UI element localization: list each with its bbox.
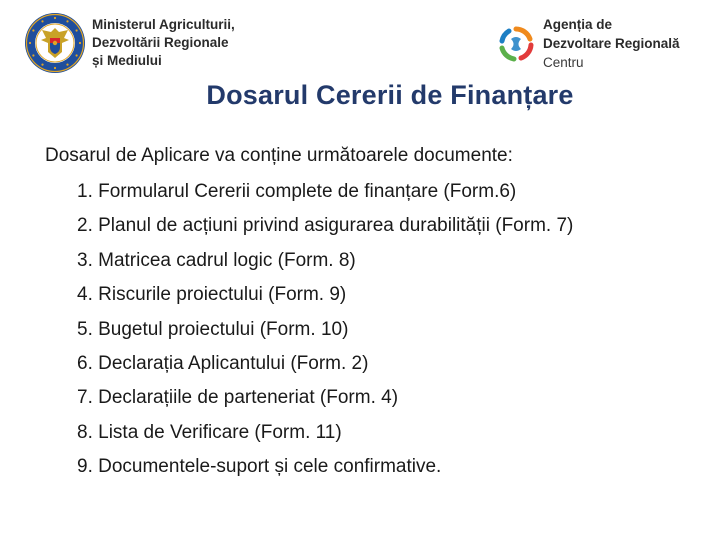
document-item: 2. Planul de acțiuni privind asigurarea durabilității (Form. 7)	[77, 215, 574, 237]
document-item: 9. Documentele-suport și cele confirmative.	[77, 456, 442, 478]
moldova-coat-of-arms-icon	[24, 12, 86, 74]
ministry-name-line-3: și Mediului	[92, 53, 162, 68]
document-item: 8. Lista de Verificare (Form. 11)	[77, 421, 342, 443]
agency-header	[497, 15, 680, 72]
agency-name-line-1: Agenția de	[543, 17, 613, 32]
intro-sentence	[45, 145, 513, 167]
document-item: 7. Declarațiile de parteneriat (Form. 4)	[77, 387, 399, 409]
ministry-name-line-2: Dezvoltării Regionale	[92, 35, 229, 50]
ministry-name	[92, 16, 235, 70]
document-item: 4. Riscurile proiectului (Form. 9)	[77, 284, 347, 306]
document-item: 1. Formularul Cererii complete de finanțare (Form.6)	[77, 181, 517, 202]
intro-rest: va conține următoarele documente:	[209, 145, 513, 166]
intro-term: Dosarul de Aplicare	[45, 145, 210, 166]
agency-name-line-2: Dezvoltare Regională	[543, 36, 680, 51]
document-item: 6. Declarația Aplicantului (Form. 2)	[77, 352, 369, 374]
document-item: 5. Bugetul proiectului (Form. 10)	[77, 318, 349, 340]
page-title: Dosarul Cererii de Finanțare	[206, 80, 574, 110]
ministry-header	[24, 12, 235, 74]
ministry-name-line-1: Ministerul Agriculturii,	[92, 17, 235, 32]
agency-name-line-3: Centru	[543, 55, 584, 70]
agency-name	[543, 15, 680, 72]
documents-list	[77, 175, 573, 485]
document-item: 3. Matricea cadrul logic (Form. 8)	[77, 249, 356, 271]
adr-centru-logo-icon	[497, 25, 535, 63]
